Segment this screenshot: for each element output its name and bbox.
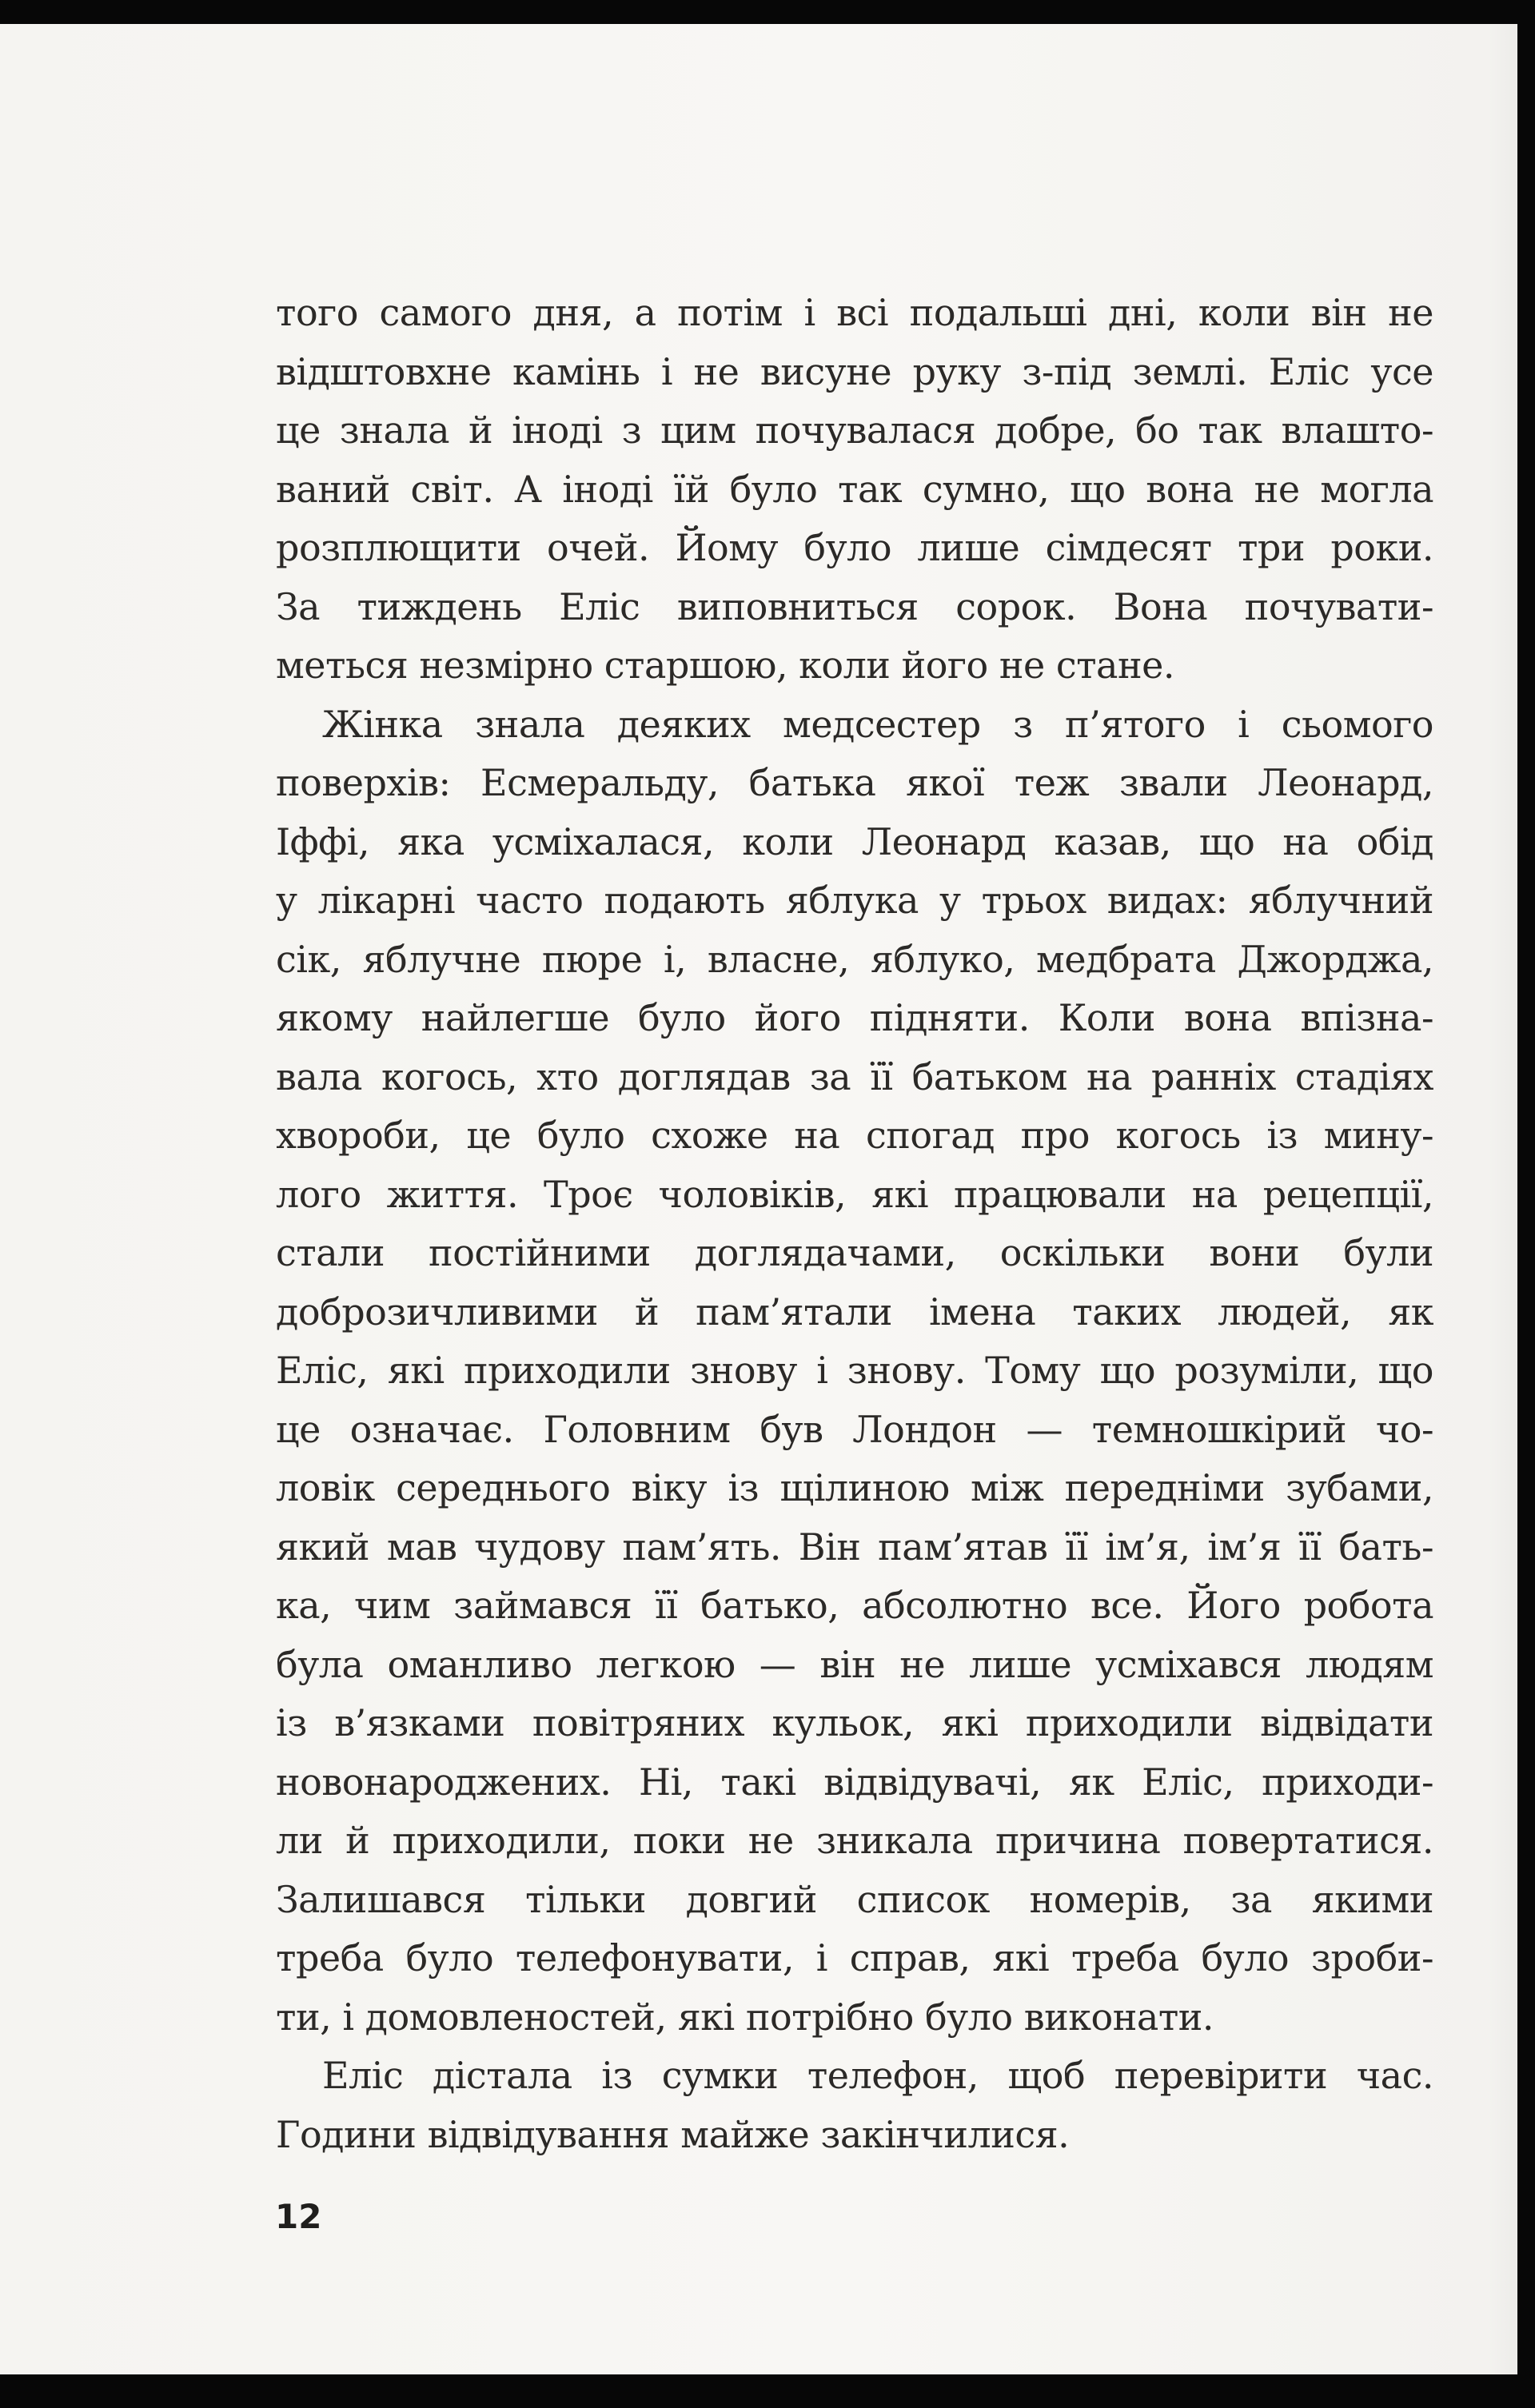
text-line: За тиждень Еліс виповниться сорок. Вона почувати- [276,584,1433,628]
text-line: це знала й іноді з цим почувалася добре, бо так влашто- [276,409,1433,452]
paragraph [276,284,1433,696]
text-line: лого життя. Троє чоловіків, які працювали на рецепції, [276,1172,1433,1216]
text-line: поверхів: Есмеральду, батька якої теж звали Леонард, [276,761,1433,804]
text-line: стали постійними доглядачами, оскільки вони були [276,1231,1433,1274]
scan-right-edge [1517,0,1535,2408]
text-line: Залишався тільки довгий список номерів, за якими [276,1877,1433,1921]
text-line: Еліс дістала із сумки телефон, щоб перевірити час. [322,2054,1433,2097]
scan-top-edge [0,0,1535,24]
text-line: треба було телефонувати, і справ, які треба було зроби- [276,1936,1433,1979]
text-line: який мав чудову пам’ять. Він пам’ятав її ім’я, ім’я її бать- [276,1525,1433,1569]
text-line: ти, і домовленостей, які потрібно було виконати. [276,1995,1214,2039]
page-text [276,284,1433,2164]
text-line: ли й приходили, поки не зникала причина повертатися. [276,1819,1433,1862]
text-line: Години відвідування майже закінчилися. [276,2112,1070,2156]
scan-bottom-edge [0,2374,1535,2408]
text-line: сік, яблучне пюре і, власне, яблуко, медбрата Джорджа, [276,937,1433,981]
text-line: Еліс, які приходили знову і знову. Тому що розуміли, що [276,1349,1433,1392]
text-line: доброзичливими й пам’ятали імена таких людей, як [276,1290,1433,1334]
text-line: вала когось, хто доглядав за її батьком на ранніх стадіях [276,1054,1433,1098]
text-line: розплющити очей. Йому було лише сімдесят три роки. [276,526,1433,569]
text-line: якому найлегше було його підняти. Коли вона впізна- [276,996,1433,1039]
text-line: меться незмірно старшою, коли його не стане. [276,644,1174,687]
paragraph [276,2047,1433,2164]
text-line: ваний світ. А іноді їй було так сумно, що вона не могла [276,467,1433,511]
page-number: 12 [275,2197,322,2236]
text-line: відштовхне камінь і не висуне руку з-під землі. Еліс усе [276,349,1433,393]
text-line: ловік середнього віку із щілиною між передніми зубами, [276,1466,1433,1509]
text-line: Іффі, яка усміхалася, коли Леонард казав, що на обід [276,819,1433,863]
text-line: того самого дня, а потім і всі подальші дні, коли він не [276,291,1433,334]
text-line: новонароджених. Ні, такі відвідувачі, як Еліс, приходи- [276,1760,1433,1804]
text-line: ка, чим займався її батько, абсолютно все. Його робота [276,1584,1433,1627]
text-line: у лікарні часто подають яблука у трьох видах: яблучний [276,879,1433,922]
text-line: Жінка знала деяких медсестер з п’ятого і сьомого [322,702,1433,746]
paragraph [276,696,1433,2047]
text-line: хвороби, це було схоже на спогад про когось із мину- [276,1114,1433,1157]
text-line: це означає. Головним був Лондон — темношкірий чо- [276,1407,1433,1451]
text-line: була оманливо легкою — він не лише усміхався людям [276,1642,1433,1686]
text-line: із в’язками повітряних кульок, які приходили відвідати [276,1701,1433,1744]
